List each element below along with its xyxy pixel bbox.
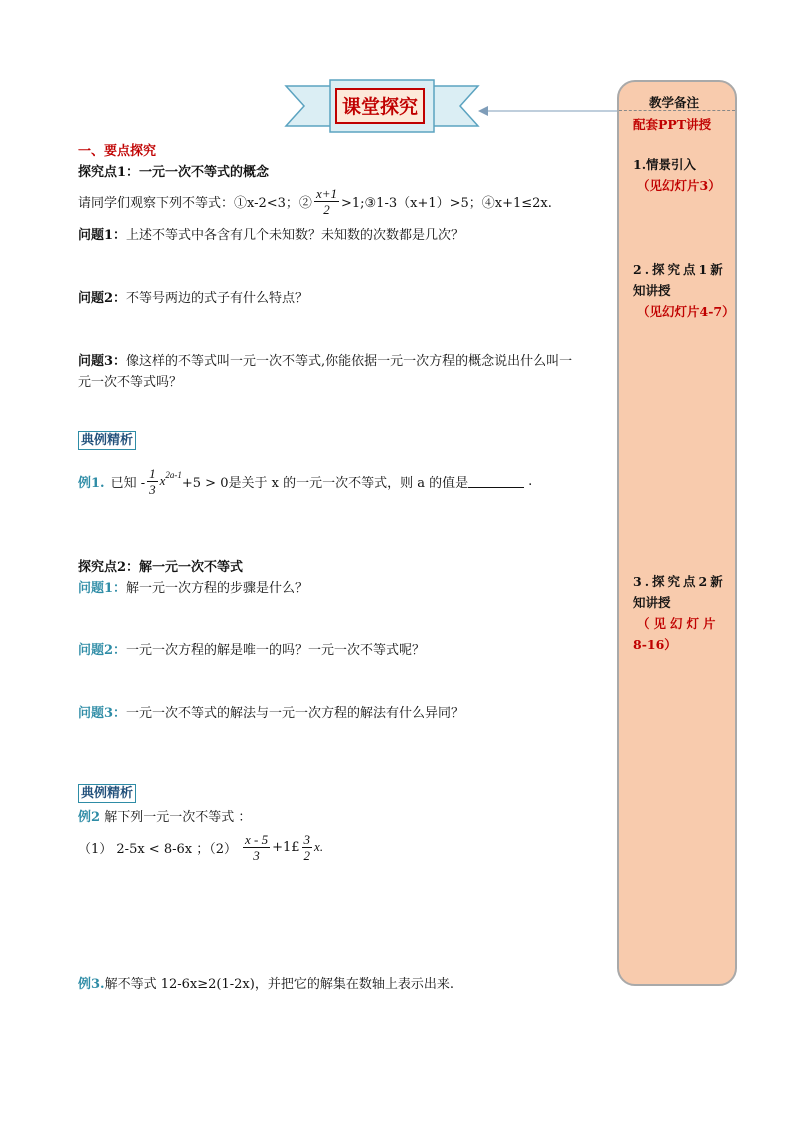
s2-question-1 [78, 577, 308, 596]
sidebar-item-2-line1: 2.探究点1新 [633, 262, 726, 277]
s1-question-1 [78, 224, 464, 243]
intro-suffix: >1;③1-3（x+1）>5；④x+1≤2x. [340, 195, 552, 211]
banner-title: 课堂探究 [341, 96, 418, 118]
example-2 [78, 806, 251, 825]
fraction-1 [314, 186, 339, 217]
example-1-fraction-den: 3 [149, 481, 156, 497]
example-tag-2: 典例精析 [78, 784, 136, 803]
s2-q3-label: 问题3： [78, 706, 127, 721]
example-2-fraction-1-den: 3 [253, 847, 260, 863]
s1-q3-line2: 元一次不等式吗？ [78, 375, 183, 390]
example-1-mid: +5 > 0是关于 x 的一元一次不等式，则 a 的值是 [181, 475, 469, 491]
example-2-mid: +1£ [272, 839, 300, 855]
sidebar-item-3-line4: 8-16） [633, 637, 677, 652]
example-2-label: 例2 [78, 810, 101, 825]
sidebar-item-1-line2: （见幻灯片3） [637, 178, 721, 193]
sidebar-heading: 教学备注 [649, 95, 700, 110]
s1-q1-text: 上述不等式中各含有几个未知数？未知数的次数都是几次？ [126, 228, 465, 243]
s1-q2-label: 问题2： [78, 291, 127, 306]
point1-title: 探究点1：一元一次不等式的概念 [78, 165, 270, 180]
sidebar-item-2-line2: 知讲授 [633, 283, 671, 298]
example-1-end: . [528, 473, 533, 489]
example-2-end: x. [314, 839, 324, 854]
sidebar-subheading: 配套PPT讲授 [633, 117, 712, 132]
example-2-fraction-1-num: x - 5 [245, 831, 269, 847]
point2-title: 探究点2：解一元一次不等式 [78, 560, 244, 575]
intro-line [78, 182, 552, 220]
s2-question-2 [78, 639, 425, 658]
s2-q1-text: 解一元一次方程的步骤是什么？ [126, 581, 309, 596]
sidebar-item-3-line2: 知讲授 [633, 595, 671, 610]
example-1-fraction-num: 1 [149, 465, 156, 481]
s2-q2-text: 一元一次方程的解是唯一的吗？一元一次不等式呢？ [126, 643, 426, 658]
example-3 [78, 973, 454, 992]
example-2-fraction-1 [243, 832, 270, 863]
example-2-text: 解下列一元一次不等式 ： [104, 810, 252, 825]
s2-question-3 [78, 702, 464, 721]
sidebar-item-2-line3: （见幻灯片4-7） [637, 304, 735, 319]
s1-q1-label: 问题1： [78, 228, 127, 243]
arrow-icon [478, 104, 620, 118]
example-1-exponent: 2a-1 [165, 470, 182, 480]
s2-q1-label: 问题1： [78, 581, 127, 596]
fraction-1-numerator: x+1 [315, 185, 337, 201]
example-2-fraction-2-num: 3 [303, 831, 311, 847]
example-2-part1: （1） 2-5x < 8-6x ；（2） [78, 841, 237, 857]
sidebar-item-3-line1: 3.探究点2新 [633, 574, 726, 589]
s1-q3-line1: 像这样的不等式叫一元一次不等式,你能依据一元一次方程的概念说出什么叫一 [126, 354, 573, 369]
example-2-fraction-2-den: 2 [303, 847, 311, 863]
s1-q3-label: 问题3： [78, 354, 127, 369]
s2-q2-label: 问题2： [78, 643, 127, 658]
example-tag-1: 典例精析 [78, 431, 136, 450]
example-2-parts [78, 826, 323, 868]
answer-blank[interactable] [468, 475, 524, 488]
sidebar-item-1-line1: 1.情景引入 [633, 157, 697, 172]
example-1 [78, 460, 532, 502]
fraction-1-denominator: 2 [323, 201, 330, 217]
intro-prefix: 请同学们观察下列不等式：①x-2<3；② [78, 195, 312, 211]
sidebar-divider [619, 110, 735, 111]
s1-question-2 [78, 287, 308, 306]
example-3-text: 解不等式 12-6x≥2(1-2x)，并把它的解集在数轴上表示出来. [104, 977, 454, 992]
s1-q2-text: 不等号两边的式子有什么特点？ [126, 291, 309, 306]
example-1-fraction [147, 466, 158, 497]
example-2-fraction-2 [302, 832, 313, 863]
example-1-var: x [159, 473, 166, 488]
s1-question-3 [78, 350, 572, 369]
teaching-notes-sidebar [617, 80, 737, 986]
sidebar-item-3-line3: （见幻灯片 [637, 616, 720, 631]
example-3-label: 例3. [78, 977, 105, 992]
example-1-prefix: 已知 - [110, 475, 146, 491]
s2-q3-text: 一元一次不等式的解法与一元一次方程的解法有什么异同？ [126, 706, 465, 721]
section-heading: 一、要点探究 [78, 144, 157, 159]
example-1-label: 例1. [78, 475, 105, 491]
